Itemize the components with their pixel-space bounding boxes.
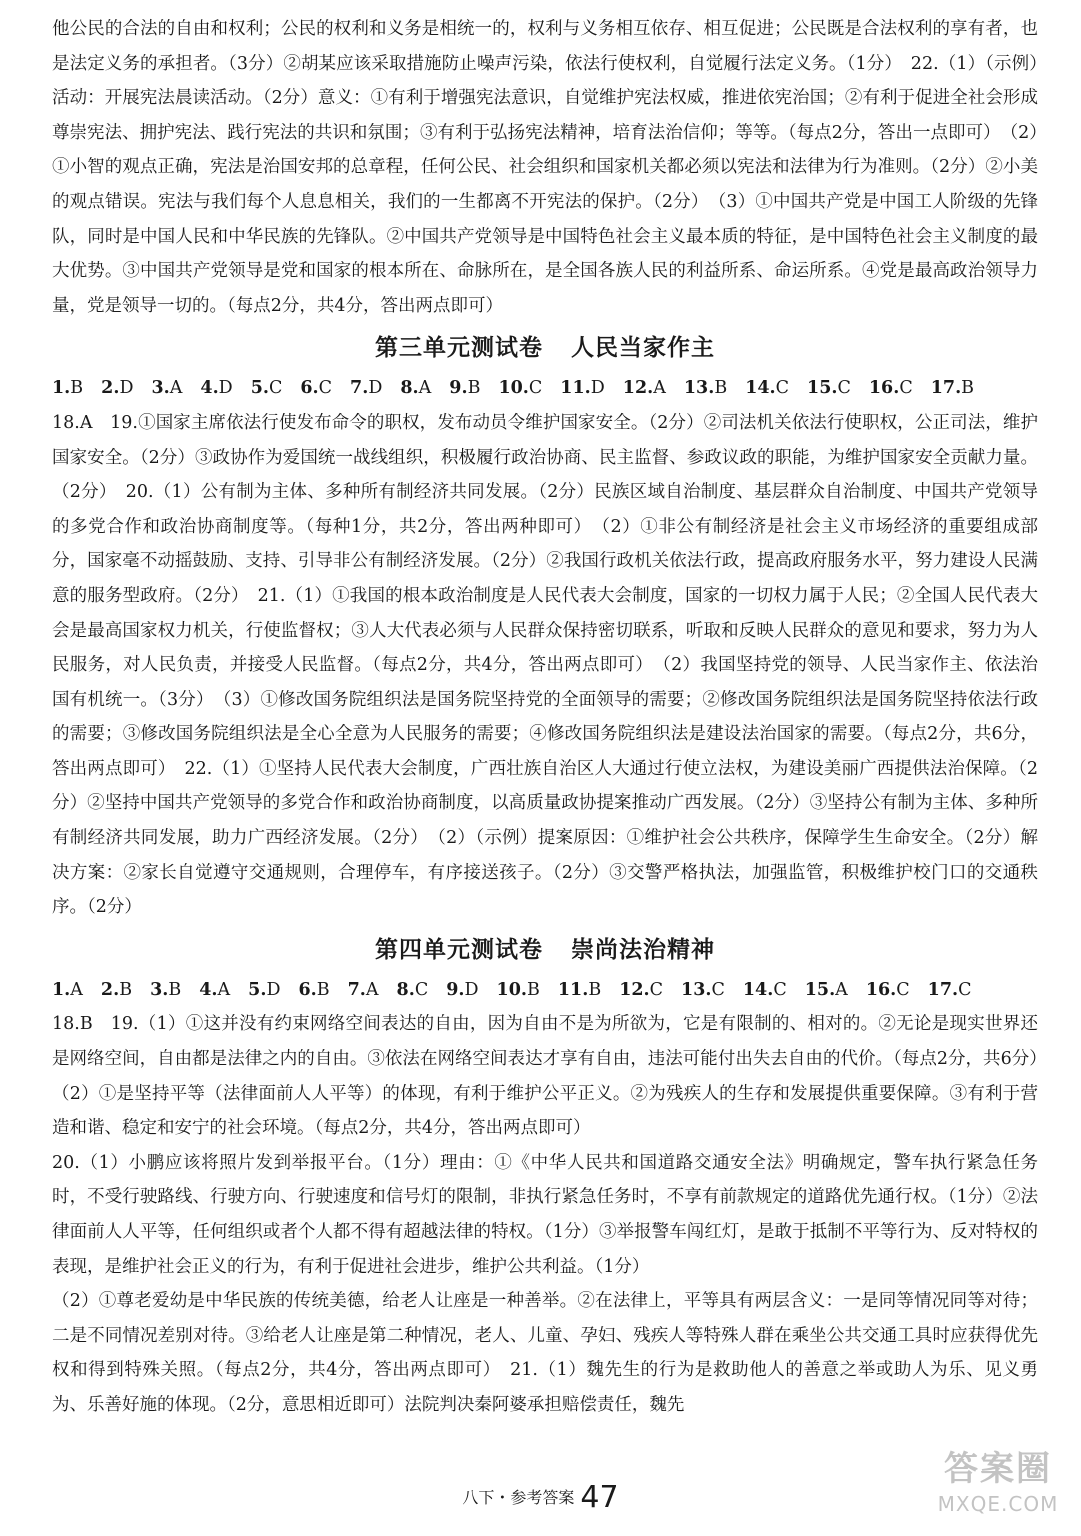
answer-number: 14. bbox=[742, 979, 774, 1000]
answer-choice: A bbox=[217, 979, 231, 1000]
answer-number: 1. bbox=[52, 378, 71, 399]
answer-item bbox=[560, 371, 604, 406]
answer-number: 11. bbox=[560, 378, 591, 399]
intro-paragraph: 他公民的合法的自由和权利；公民的权利和义务是相统一的，权利与义务相互依存、相互促进；公民既是合法权利的享有者，也是法定义务的承担者。（3分）②胡某应该采取措施防止噪声污染，依法行使权利，自觉履行法定义务。（1分） 22.（1）（示例）活动：开展宪法晨读活动。（2分）意义：①有利于增强宪法意识，自觉维护宪法权威，推进依宪治国；②有利于促进全社会形成尊崇宪法、拥护宪法、践行宪法的共识和氛围；③有利于弘扬宪法精神，培育法治信仰；等等。（每点2分，答出一点即可） （2）①小智的观点正确，宪法是治国安邦的总章程，任何公民、社会组织和国家机关都必须以宪法和法律为行为准则。（2分）②小美的观点错误。宪法与我们每个人息息相关，我们的一生都离不开宪法的保护。（2分） （3）①中国共产党是中国工人阶级的先锋队，同时是中国人民和中华民族的先锋队。②中国共产党领导是中国特色社会主义最本质的特征，是中国特色社会主义制度的最大优势。③中国共产党领导是党和国家的根本所在、命脉所在，是全国各族人民的利益所系、命运所系。④党是最高政治领导力量，党是领导一切的。（每点2分，共4分，答出两点即可） bbox=[52, 19, 1038, 316]
answer-number: 5. bbox=[248, 979, 267, 1000]
answer-item bbox=[446, 973, 478, 1008]
answer-choice: B bbox=[70, 378, 84, 399]
answer-number: 4. bbox=[199, 979, 218, 1000]
answer-item bbox=[684, 371, 727, 406]
answer-number: 7. bbox=[347, 979, 366, 1000]
answer-choice: C bbox=[958, 979, 972, 1000]
answer-item bbox=[248, 973, 280, 1008]
watermark-logo-text: 答案圈 bbox=[944, 1449, 1052, 1489]
answer-item bbox=[200, 371, 232, 406]
answer-choice: D bbox=[218, 378, 233, 399]
answer-item bbox=[150, 973, 181, 1008]
answer-choice: C bbox=[528, 378, 543, 399]
answer-choice: B bbox=[714, 378, 728, 399]
unit3-paragraph: 18.A 19.①国家主席依法行使发布命令的职权，发布动员令维护国家安全。（2分）②司法机关依法行使职权，公正司法，维护国家安全。（2分）③政协作为爱国统一战线组织，积极履行政治协商、民主监督、参政议政的职能，为维护国家安全贡献力量。（2分） 20.（1）公有制为主体、多种所有制经济共同发展。（2分）民族区域自治制度、基层群众自治制度、中国共产党领导的多党合作和政治协商制度等。（每种1分，共2分，答出两种即可） （2）①非公有制经济是社会主义市场经济的重要组成部分，国家毫不动摇鼓励、支持、引导非公有制经济发展。（2分）②我国行政机关依法行政，提高政府服务水平，努力建设人民满意的服务型政府。（2分） 21.（1）①我国的根本政治制度是人民代表大会制度，国家的一切权力属于人民；②全国人民代表大会是最高国家权力机关，行使监督权；③人大代表必须与人民群众保持密切联系，听取和反映人民群众的意见和要求，努力为人民服务，对人民负责，并接受人民监督。（每点2分，共4分，答出两点即可） （2）我国坚持党的领导、人民当家作主、依法治国有机统一。（3分） （3）①修改国务院组织法是国务院坚持党的全面领导的需要；②修改国务院组织法是国务院坚持依法行政的需要；③修改国务院组织法是全心全意为人民服务的需要；④修改国务院组织法是建设法治国家的需要。（每点2分，共6分，答出两点即可） 22.（1）①坚持人民代表大会制度，广西壮族自治区人大通过行使立法权，为建设美丽广西提供法治保障。（2分）②坚持中国共产党领导的多党合作和政治协商制度，以高质量政协提案推动广西发展。（2分）③坚持公有制为主体、多种所有制经济共同发展，助力广西经济发展。（2分） （2）（示例）提案原因：①维护社会公共秩序，保障学生生命安全。（2分）解决方案：②家长自觉遵守交通规则，合理停车，有序接送孩子。（2分）③交警严格执法，加强监管，积极维护校门口的交通秩序。（2分） bbox=[52, 412, 1038, 918]
answer-item bbox=[869, 371, 913, 406]
answer-item bbox=[300, 371, 332, 406]
answer-number: 6. bbox=[300, 378, 319, 399]
answer-number: 1. bbox=[52, 979, 71, 1000]
answer-number: 17. bbox=[927, 979, 959, 1000]
answer-number: 8. bbox=[396, 979, 415, 1000]
answer-number: 15. bbox=[807, 378, 838, 399]
watermark-url: MXQE.COM bbox=[937, 1492, 1059, 1516]
answer-item bbox=[743, 973, 787, 1008]
answer-choice: D bbox=[590, 378, 605, 399]
answer-choice: D bbox=[266, 979, 281, 1000]
answer-choice: A bbox=[653, 378, 666, 399]
answer-choice: A bbox=[365, 979, 379, 1000]
answer-number: 13. bbox=[681, 979, 712, 1000]
answer-choice: A bbox=[418, 378, 432, 399]
answer-number: 10. bbox=[498, 378, 529, 399]
unit4-paragraph-1: 18.B 19.（1）①这并没有约束网络空间表达的自由，因为自由不是为所欲为，它是有限制的、相对的。②无论是现实世界还是网络空间，自由都是法律之内的自由。③依法在网络空间表达才享有自由，违法可能付出失去自由的代价。（每点2分，共6分） （2）①是坚持平等（法律面前人人平等）的体现，有利于维护公平正义。②为残疾人的生存和发展提供重要保障。③有利于营造和谐、稳定和安宁的社会环境。（每点2分，共4分，答出两点即可） bbox=[52, 1014, 1056, 1139]
answer-number: 8. bbox=[400, 378, 419, 399]
answer-choice: C bbox=[773, 979, 787, 1000]
answer-item bbox=[298, 973, 329, 1008]
answer-item bbox=[498, 371, 542, 406]
answer-item bbox=[348, 973, 379, 1008]
answer-choice: C bbox=[649, 979, 664, 1000]
answer-number: 2. bbox=[101, 378, 120, 399]
unit3-title: 第三单元测试卷 bbox=[375, 335, 543, 362]
answer-number: 10. bbox=[496, 979, 527, 1000]
answer-page bbox=[52, 12, 1056, 1423]
answer-item bbox=[807, 371, 851, 406]
answer-choice: B bbox=[961, 378, 975, 399]
answer-number: 17. bbox=[930, 378, 962, 399]
watermark-logo bbox=[923, 1446, 1073, 1528]
answer-choice: B bbox=[526, 979, 540, 1000]
answer-choice: C bbox=[899, 378, 913, 399]
answer-choice: A bbox=[169, 378, 183, 399]
answer-number: 13. bbox=[683, 378, 715, 399]
answer-item bbox=[251, 371, 283, 406]
unit4-paragraph-3: （2）①尊老爱幼是中华民族的传统美德，给老人让座是一种善举。②在法律上，平等具有两层含义：一是同等情况同等对待；二是不同情况差别对待。③给老人让座是第二种情况，老人、儿童、孕妇、残疾人等特殊人群在乘坐公共交通工具时应获得优先权和得到特殊关照。（每点2分，共4分，答出两点即可） 21.（1）魏先生的行为是救助他人的善意之举或助人为乐、见义勇为、乐善好施的体现。（2分，意思相近即可）法院判决秦阿婆承担赔偿责任，魏先 bbox=[52, 1291, 1038, 1415]
answer-item bbox=[619, 973, 663, 1008]
answer-item bbox=[101, 973, 132, 1008]
answer-item bbox=[623, 371, 666, 406]
answer-number: 11. bbox=[557, 979, 589, 1000]
answer-item bbox=[745, 371, 789, 406]
answer-choice: C bbox=[896, 979, 910, 1000]
answer-choice: B bbox=[168, 979, 182, 1000]
answer-choice: C bbox=[711, 979, 725, 1000]
page-number: 47 bbox=[580, 1480, 619, 1515]
answer-choice: B bbox=[467, 378, 481, 399]
answer-choice: C bbox=[268, 378, 283, 399]
answer-number: 3. bbox=[151, 378, 170, 399]
answer-number: 7. bbox=[350, 378, 369, 399]
answer-number: 9. bbox=[449, 378, 468, 399]
answer-item bbox=[928, 973, 972, 1008]
answer-item bbox=[350, 371, 382, 406]
answer-number: 16. bbox=[868, 378, 900, 399]
unit4-answer-list bbox=[52, 973, 1038, 1008]
answer-choice: D bbox=[464, 979, 479, 1000]
unit4-subtitle: 崇尚法治精神 bbox=[571, 936, 715, 963]
answer-choice: D bbox=[368, 378, 383, 399]
answer-number: 5. bbox=[250, 378, 269, 399]
answer-item bbox=[805, 973, 848, 1008]
answer-choice: C bbox=[837, 378, 851, 399]
answer-item bbox=[52, 973, 83, 1008]
unit3-answer-list bbox=[52, 371, 1038, 406]
answer-choice: C bbox=[775, 378, 790, 399]
answer-item bbox=[866, 973, 910, 1008]
unit3-subtitle: 人民当家作主 bbox=[571, 335, 715, 362]
answer-choice: B bbox=[119, 979, 133, 1000]
answer-number: 6. bbox=[298, 979, 317, 1000]
answer-item bbox=[151, 371, 182, 406]
answer-choice: A bbox=[70, 979, 83, 1000]
answer-choice: D bbox=[119, 378, 134, 399]
answer-choice: B bbox=[588, 979, 602, 1000]
footer-label: 八下・参考答案 bbox=[462, 1488, 575, 1507]
answer-item bbox=[497, 973, 540, 1008]
answer-number: 3. bbox=[150, 979, 169, 1000]
answer-number: 4. bbox=[200, 378, 219, 399]
answer-number: 9. bbox=[446, 979, 465, 1000]
answer-choice: A bbox=[835, 979, 848, 1000]
answer-item bbox=[101, 371, 133, 406]
answer-item bbox=[199, 973, 230, 1008]
answer-choice: C bbox=[318, 378, 333, 399]
answer-number: 15. bbox=[804, 979, 836, 1000]
answer-item bbox=[931, 371, 974, 406]
answer-choice: C bbox=[414, 979, 429, 1000]
unit4-paragraph-2: 20.（1）小鹏应该将照片发到举报平台。（1分）理由：①《中华人民共和国道路交通安全法》明确规定，警车执行紧急任务时，不受行驶路线、行驶方向、行驶速度和信号灯的限制，非执行紧急任务时，不享有前款规定的道路优先通行权。（1分）②法律面前人人平等，任何组织或者个人都不得有超越法律的特权。（1分）③举报警车闯红灯，是敢于抵制不平等行为、反对特权的表现，是维护社会正义的行为，有利于促进社会进步，维护公共利益。（1分） bbox=[52, 1152, 1038, 1277]
answer-item bbox=[449, 371, 480, 406]
answer-number: 2. bbox=[100, 979, 120, 1000]
answer-item bbox=[400, 371, 431, 406]
answer-number: 12. bbox=[622, 378, 654, 399]
answer-item bbox=[681, 973, 725, 1008]
unit4-title: 第四单元测试卷 bbox=[375, 936, 543, 963]
answer-number: 14. bbox=[745, 378, 776, 399]
answer-item bbox=[558, 973, 601, 1008]
answer-choice: B bbox=[316, 979, 330, 1000]
answer-item bbox=[397, 973, 429, 1008]
unit4-heading bbox=[52, 927, 1038, 973]
answer-item bbox=[52, 371, 83, 406]
page-footer bbox=[0, 1480, 1081, 1515]
answer-number: 12. bbox=[619, 979, 650, 1000]
unit3-heading bbox=[52, 325, 1038, 371]
answer-number: 16. bbox=[865, 979, 897, 1000]
